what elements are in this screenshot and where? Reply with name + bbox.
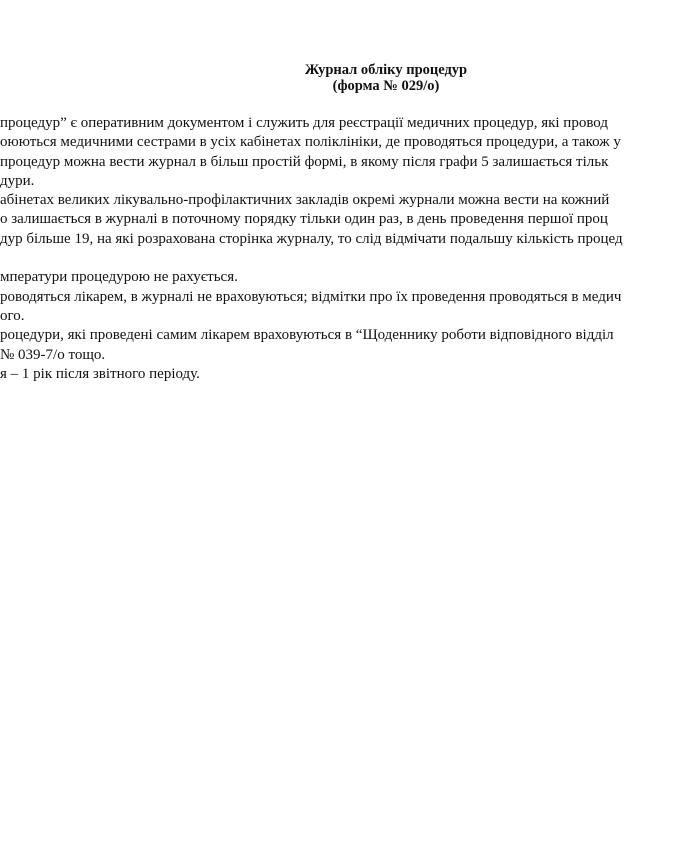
- body-line: дури.: [0, 172, 35, 189]
- body-line: процедур” є оперативним документом і служить для реєстрації медичних процедур, які провод: [0, 115, 609, 131]
- body-line: роводяться лікарем, в журналі не враховуються; відмітки про їх проведення проводяться в медич: [0, 288, 622, 305]
- document-title-block: [0, 62, 700, 94]
- document-body: [0, 114, 700, 384]
- body-line: дур більше 19, на які розрахована сторінка журналу, то слід відмічати подальшу кількість процед: [0, 230, 623, 247]
- body-line: абінетах великих лікувально-профілактичних закладів окремі журнали можна вести на кожний: [0, 192, 610, 209]
- body-line: я – 1 рік після звітного періоду.: [0, 365, 200, 382]
- body-line: оюються медичними сестрами в усіх кабінетах поліклініки, де проводяться процедури, а також у: [0, 134, 621, 151]
- body-line: процедур можна вести журнал в більш простій формі, в якому після графи 5 залишається тільк: [0, 153, 609, 170]
- body-line: ого.: [0, 307, 25, 324]
- body-line: № 039-7/о тощо.: [0, 346, 106, 363]
- body-line: о залишається в журналі в поточному порядку тільки один раз, в день проведення першої проц: [0, 211, 608, 228]
- blank-line: [0, 249, 700, 268]
- document-subtitle: (форма № 029/о): [332, 78, 440, 94]
- body-line: мператури процедурою не рахується.: [0, 269, 238, 286]
- document-title: Журнал обліку процедур: [304, 62, 468, 78]
- body-line: роцедури, які проведені самим лікарем враховуються в “Щоденнику роботи відповідного відділ: [0, 327, 614, 344]
